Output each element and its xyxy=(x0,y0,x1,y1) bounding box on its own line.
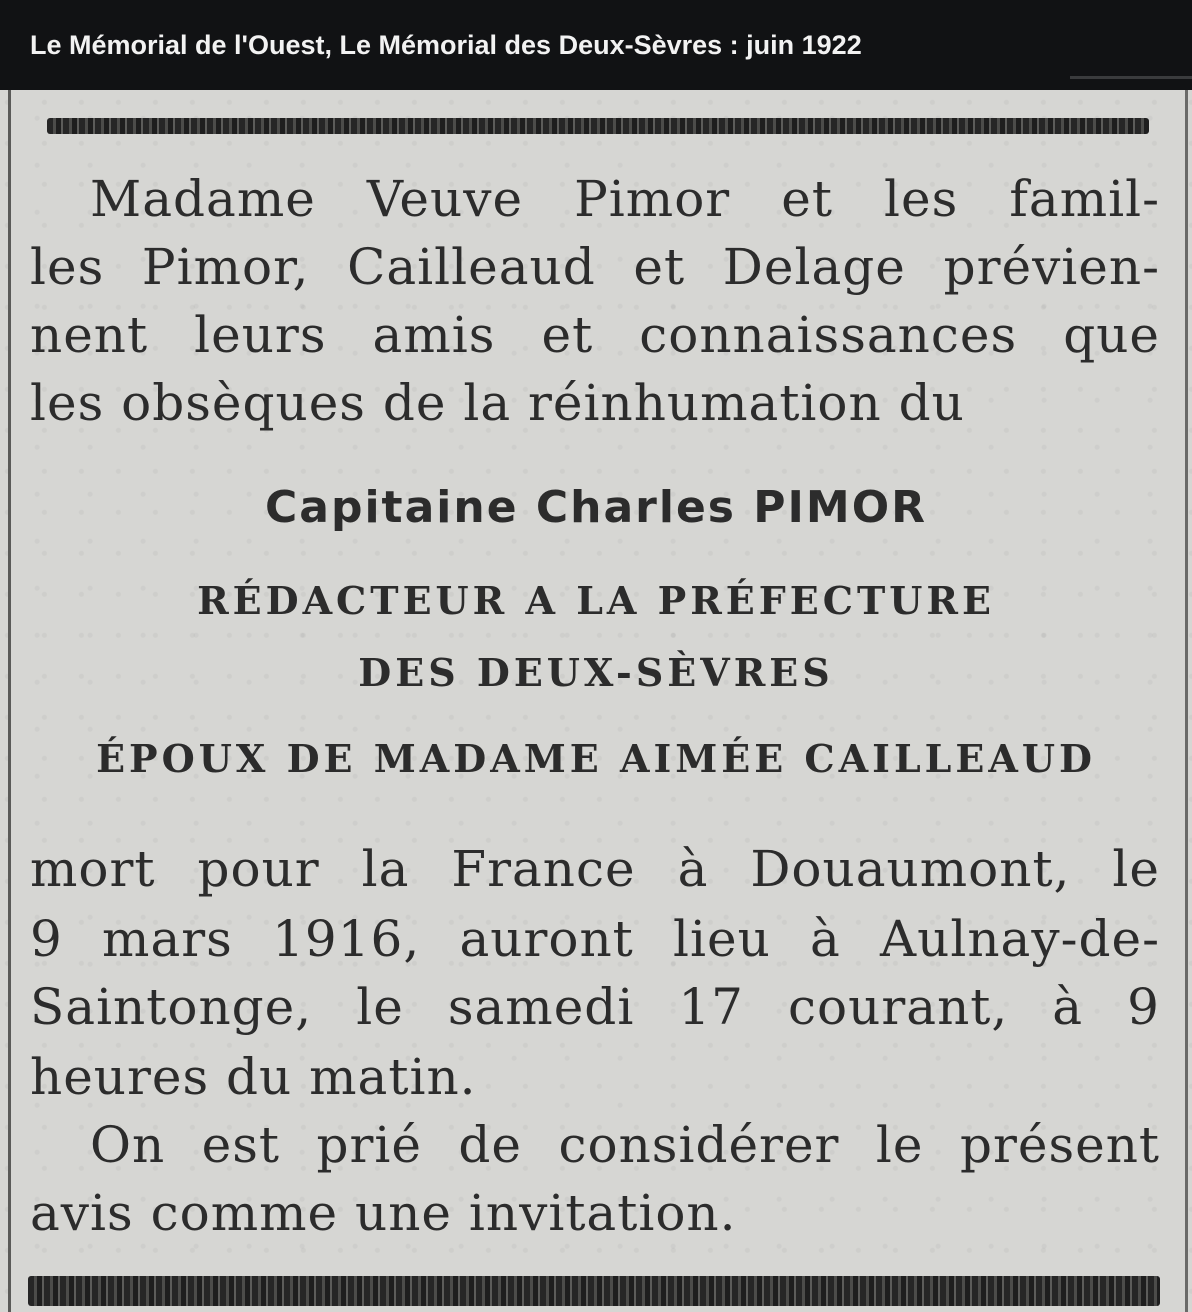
role-line-2: DES DEUX-SÈVRES xyxy=(358,650,834,695)
intro-line-4: les obsèques de la réinhumation du xyxy=(30,374,965,432)
column-rule-right xyxy=(1185,90,1188,1312)
role-line-1: RÉDACTEUR A LA PRÉFECTURE xyxy=(197,578,995,623)
body-line-3: Saintonge, le samedi 17 courant, à 9 xyxy=(30,978,1160,1036)
intro-line-3: nent leurs amis et connaissances que xyxy=(30,306,1160,364)
intro-line-1: Madame Veuve Pimor et les famil- xyxy=(90,170,1160,228)
newspaper-clipping xyxy=(0,90,1192,1312)
caption-divider xyxy=(1070,76,1192,79)
ornamental-rule-bottom xyxy=(28,1276,1160,1306)
closing-line-1: On est prié de considérer le présent xyxy=(90,1116,1160,1174)
closing-line-2: avis comme une invitation. xyxy=(30,1184,737,1242)
body-line-2: 9 mars 1916, auront lieu à Aulnay-de- xyxy=(30,910,1160,968)
intro-line-2: les Pimor, Cailleaud et Delage prévien- xyxy=(30,238,1160,296)
caption-title: Le Mémorial de l'Ouest, Le Mémorial des Deux-Sèvres : juin 1922 xyxy=(30,30,862,60)
column-rule-left xyxy=(8,90,11,1312)
body-line-4: heures du matin. xyxy=(30,1048,477,1106)
image-caption-bar xyxy=(0,0,1192,90)
ornamental-rule-top xyxy=(47,118,1149,134)
body-line-1: mort pour la France à Douaumont, le xyxy=(30,840,1160,898)
spouse-line: ÉPOUX DE MADAME AIMÉE CAILLEAUD xyxy=(96,736,1096,781)
deceased-name: Capitaine Charles PIMOR xyxy=(265,482,927,533)
